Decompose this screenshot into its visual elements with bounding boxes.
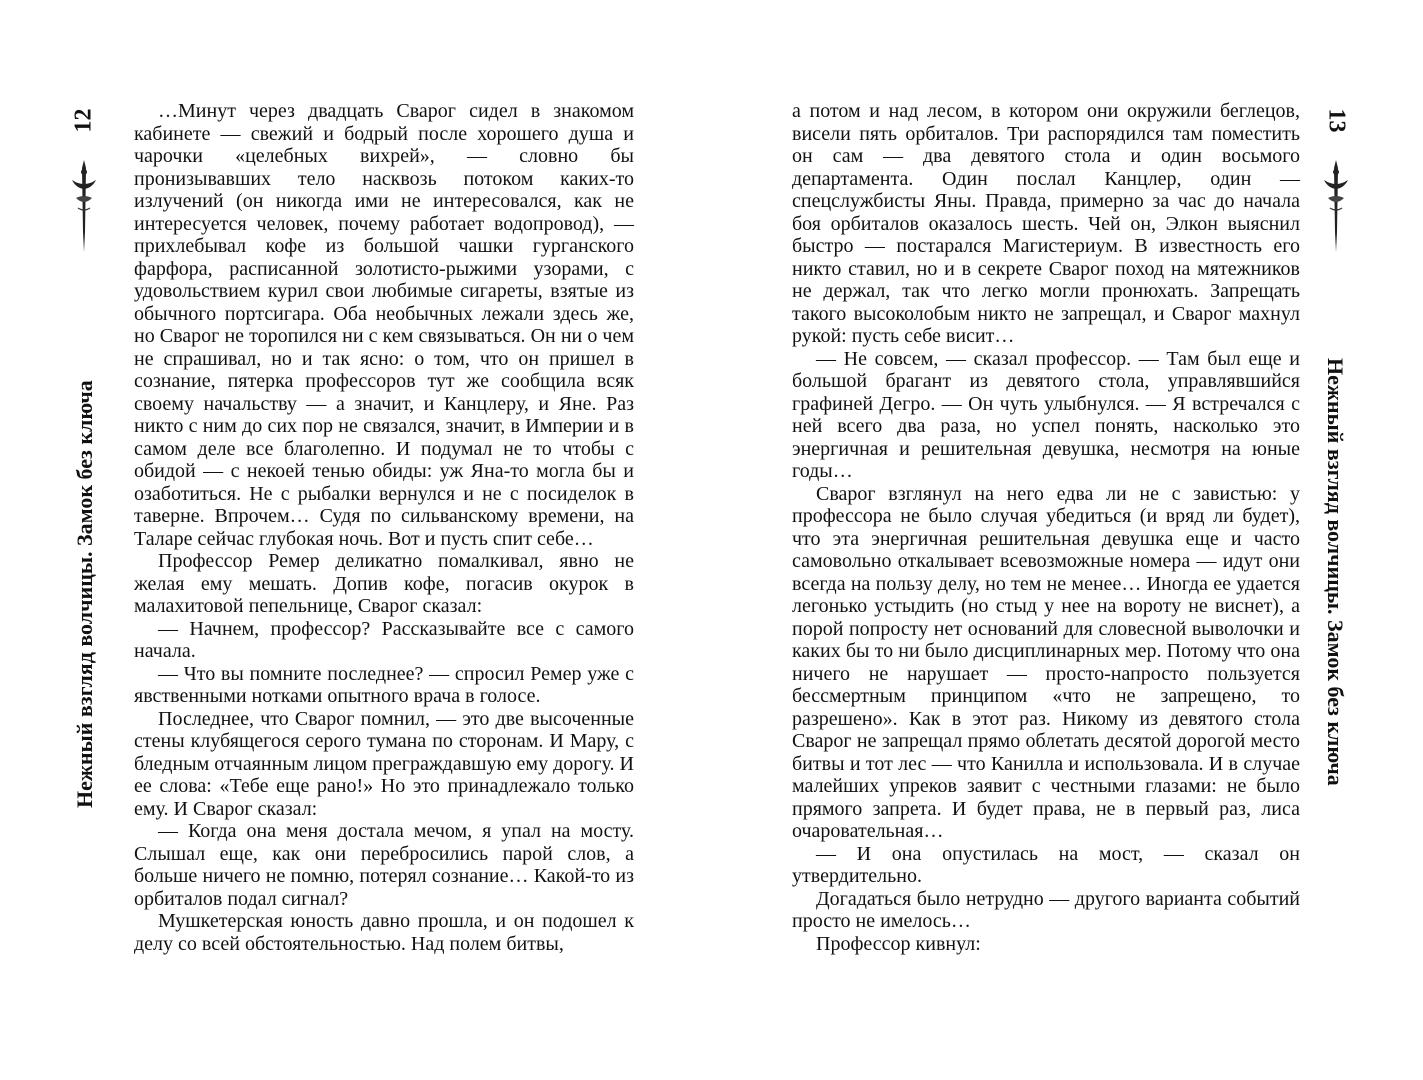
sword-icon <box>66 158 102 254</box>
paragraph: …Минут через двадцать Сварог сидел в знакомом кабинете — свежий и бодрый после хорошего душа и чарочки «целебных вихрей», — словно бы пронизывавших тело насквозь потоком каких-то излучений (он никогда ими не интересовался, как не интересуется человек, почему работает водопровод), — прихлебывал кофе из большой чашки гурганского фарфора, расписанной золотисто-рыжими узорами, с удовольствием курил свои любимые сигареты, взятые из обычного портсигара. Оба необычных лежали здесь же, но Сварог не торопился ни с кем связываться. Он ни о чем не спрашивал, но и так ясно: о том, что он пришел в сознание, пятерка профессоров тут же сообщила всяк своему начальству — а значит, и Канцлеру, и Яне. Раз никто с ним до сих пор не связался, значит, в Империи и в самом деле все благолепно. И подумал не то чтобы с обидой — с некоей тенью обиды: уж Яна-то могла бы и озаботиться. Не с рыбалки вернулся и не с посиделок в таверне. Впрочем… Судя по сильванскому времени, на Таларе сейчас глубокая ночь. Вот и пусть спит себе… <box>134 100 634 550</box>
paragraph: Профессор Ремер деликатно помалкивал, явно не желая ему мешать. Допив кофе, погасив окурок в малахитовой пепельнице, Сварог сказал: <box>134 550 634 617</box>
paragraph: — И она опустилась на мост, — сказал он утвердительно. <box>792 842 1300 887</box>
paragraph: Догадаться было нетрудно — другого варианта событий просто не имелось… <box>792 887 1300 932</box>
page-number: 13 <box>1323 108 1350 132</box>
sword-icon <box>1318 158 1354 254</box>
paragraph: Профессор кивнул: <box>816 932 981 955</box>
page-number: 12 <box>70 108 97 132</box>
paragraph: Мушкетерская юность давно прошла, и он подошел к делу со всей обстоятельностью. Над полем битвы, <box>134 910 634 955</box>
running-title: Нежный взгляд волчицы. Замок без ключа <box>1323 358 1348 786</box>
paragraph: — Что вы помните последнее? — спросил Ремер уже с явственными нотками опытного врача в голосе. <box>134 662 634 707</box>
right-margin <box>1316 100 1356 786</box>
right-page <box>712 0 1423 1080</box>
paragraph: Сварог взглянул на него едва ли не с завистью: у профессора не было случая убедиться (и вряд ли будет), что эта энергичная решительная девушка еще и часто самовольно откалывает всевозможные номера — идут они всегда на пользу делу, но тем не менее… Иногда ее удается легонько устыдить (но стыд у нее на вороту не виснет), а порой попросту нет оснований для словесной выволочки и каких бы то ни было дисциплинарных мер. Потому что она ничего не нарушает — просто-напросто пользуется бессмертным принципом «что не запрещено, то разрешено». Как в этот раз. Никому из девятого стола Сварог не запрещал прямо облетать десятой дорогой место битвы и тот лес — что Канилла и использовала. И в случае малейших упреков заявит с честными глазами: не было прямого запрета. И будет права, не в первый раз, лиса очаровательная… <box>792 482 1300 842</box>
text-column <box>134 100 634 955</box>
paragraph: — Когда она меня достала мечом, я упал на мосту. Слышал еще, как они перебросились парой слов, а больше ничего не помню, потерял сознание… Какой-то из орбиталов подал сигнал? <box>134 820 634 910</box>
paragraph: — Не совсем, — сказал профессор. — Там был еще и большой брагант из девятого стола, управлявшийся графиней Дегро. — Он чуть улыбнулся. — Я встречался с ней всего два раза, но успел понять, насколько это энергичная и решительная девушка, несмотря на юные годы… <box>792 347 1300 482</box>
paragraph-continuation: а потом и над лесом, в котором они окружили беглецов, висели пять орбиталов. Три распорядился там поместить он сам — два девятого стола и один восьмого департамента. Один послал Канцлер, один — спецслужбисты Яны. Правда, примерно за час до начала боя орбиталов оказалось шесть. Чей он, Элкон выяснил быстро — постарался Магистериум. В известность его никто ставил, но и в секрете Сварог поход на мятежников не держал, так что легко могли пронюхать. Запрещать такого высоколобым никто не запрещал, и Сварог махнул рукой: пусть себе висит… <box>792 100 1300 347</box>
paragraph: — Начнем, профессор? Рассказывайте все с самого начала. <box>134 617 634 662</box>
paragraph: Последнее, что Сварог помнил, — это две высоченные стены клубящегося серого тумана по сторонам. И Мару, с бледным отчаянным лицом преграждавшую ему дорогу. И ее слова: «Тебе еще рано!» Но это принадлежало только ему. И Сварог сказал: <box>134 707 634 820</box>
left-margin <box>64 100 104 808</box>
running-title: Нежный взгляд волчицы. Замок без ключа <box>72 380 97 808</box>
text-column <box>792 100 1300 955</box>
